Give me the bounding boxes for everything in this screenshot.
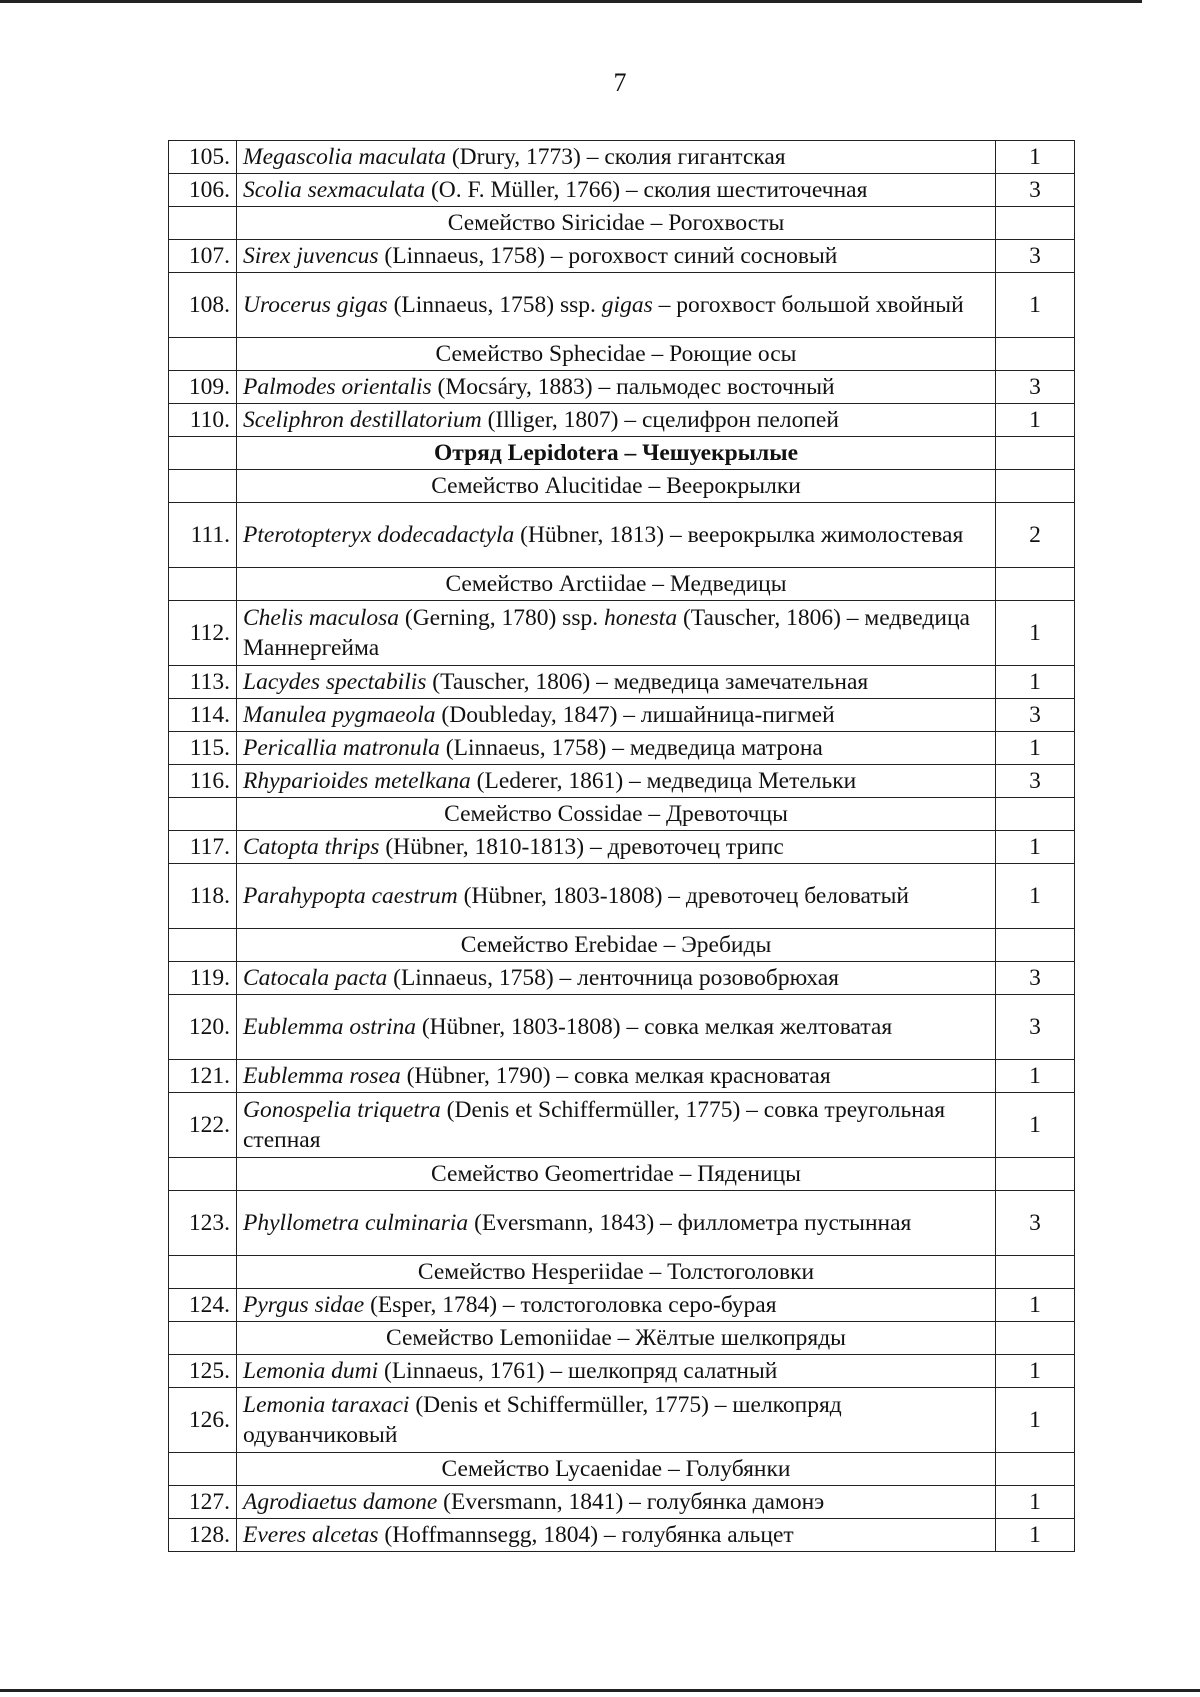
row-number: 106.	[169, 174, 237, 207]
author-common-name: (Hübner, 1790) – совка мелкая красноватая	[400, 1063, 831, 1089]
species-row	[169, 765, 1075, 798]
family-heading: Семейство Lycaenidae – Голубянки	[237, 1453, 996, 1486]
row-number: 114.	[169, 699, 237, 732]
category-value: 3	[996, 1191, 1075, 1256]
author-common-name: (Drury, 1773) – сколия гигантская	[445, 144, 786, 170]
family-heading: Семейство Lemoniidae – Жёлтые шелкопряды	[237, 1322, 996, 1355]
category-value: 1	[996, 1388, 1075, 1453]
species-name	[237, 765, 996, 798]
latin-name: Sceliphron destillatorium	[243, 407, 482, 433]
author-common-name: (Hoffmannsegg, 1804) – голубянка альцет	[378, 1522, 794, 1548]
row-number: 120.	[169, 995, 237, 1060]
family-heading: Семейство Hesperiidae – Толстоголовки	[237, 1256, 996, 1289]
latin-name: Everes alcetas	[243, 1522, 379, 1548]
family-row	[169, 1322, 1075, 1355]
author-common-name: (Hübner, 1813) – веерокрылка жимолостевая	[514, 522, 964, 548]
category-value: 1	[996, 666, 1075, 699]
row-number: 123.	[169, 1191, 237, 1256]
common-name: (Tauscher, 1806) – медведица Маннергейма	[243, 605, 970, 661]
category-value: 3	[996, 995, 1075, 1060]
row-number: 121.	[169, 1060, 237, 1093]
species-row	[169, 831, 1075, 864]
category-value: 1	[996, 1060, 1075, 1093]
family-heading: Семейство Erebidae – Эребиды	[237, 929, 996, 962]
latin-name: Eublemma ostrina	[243, 1014, 416, 1040]
top-border-line	[0, 0, 1142, 3]
category-value: 1	[996, 732, 1075, 765]
author-common-name: (Eversmann, 1843) – филлометра пустынная	[468, 1210, 912, 1236]
category-value: 1	[996, 1519, 1075, 1552]
species-row	[169, 1093, 1075, 1158]
species-name	[237, 273, 996, 338]
family-heading: Семейство Alucitidae – Веерокрылки	[237, 470, 996, 503]
category-value: 1	[996, 1355, 1075, 1388]
species-name	[237, 240, 996, 273]
latin-name: Lacydes spectabilis	[243, 669, 427, 695]
family-heading: Семейство Cossidae – Древоточцы	[237, 798, 996, 831]
latin-name: Pyrgus sidae	[243, 1292, 365, 1318]
latin-name: Lemonia taraxaci	[243, 1392, 410, 1418]
species-table	[168, 140, 1075, 1552]
latin-name: Manulea pygmaeola	[243, 702, 436, 728]
species-row	[169, 1191, 1075, 1256]
species-name	[237, 1355, 996, 1388]
species-row	[169, 1388, 1075, 1453]
species-name	[237, 371, 996, 404]
latin-name: Parahypopta caestrum	[243, 883, 458, 909]
row-number: 108.	[169, 273, 237, 338]
author-common-name: (Linnaeus, 1758) ssp.	[387, 292, 602, 318]
row-number: 117.	[169, 831, 237, 864]
species-row	[169, 371, 1075, 404]
category-value: 1	[996, 864, 1075, 929]
row-number: 122.	[169, 1093, 237, 1158]
category-value: 1	[996, 1093, 1075, 1158]
species-row	[169, 601, 1075, 666]
species-name	[237, 962, 996, 995]
order-row	[169, 437, 1075, 470]
author-common-name: (Esper, 1784) – толстоголовка серо-бурая	[364, 1292, 777, 1318]
author-common-name: (Denis et Schiffermüller, 1775) – совка треугольная степная	[243, 1097, 946, 1153]
latin-name: Urocerus gigas	[243, 292, 388, 318]
category-value: 1	[996, 1289, 1075, 1322]
author-common-name: (Denis et Schiffermüller, 1775) – шелкопряд одуванчиковый	[243, 1392, 842, 1448]
author-common-name: (Eversmann, 1841) – голубянка дамонэ	[437, 1489, 825, 1515]
author-common-name: (Tauscher, 1806) – медведица замечательная	[426, 669, 869, 695]
author-common-name: (Linnaeus, 1758) – медведица матрона	[439, 735, 823, 761]
species-row	[169, 404, 1075, 437]
species-row	[169, 995, 1075, 1060]
page-number: 7	[613, 68, 627, 97]
species-row	[169, 1519, 1075, 1552]
category-value: 1	[996, 1486, 1075, 1519]
author-common-name: (Illiger, 1807) – сцелифрон пелопей	[481, 407, 839, 433]
species-name	[237, 503, 996, 568]
species-row	[169, 1060, 1075, 1093]
species-row	[169, 240, 1075, 273]
row-number: 110.	[169, 404, 237, 437]
species-row	[169, 1355, 1075, 1388]
species-name	[237, 699, 996, 732]
row-number: 127.	[169, 1486, 237, 1519]
latin-name: Agrodiaetus damone	[243, 1489, 438, 1515]
latin-name: Pterotopteryx dodecadactyla	[243, 522, 515, 548]
species-name	[237, 666, 996, 699]
family-row	[169, 798, 1075, 831]
category-value: 1	[996, 601, 1075, 666]
category-value: 3	[996, 765, 1075, 798]
species-row	[169, 666, 1075, 699]
latin-name: Phyllometra culminaria	[243, 1210, 469, 1236]
family-row	[169, 1453, 1075, 1486]
row-number: 124.	[169, 1289, 237, 1322]
family-heading: Семейство Siricidae – Рогохвосты	[237, 207, 996, 240]
subspecies-name: gigas	[601, 292, 653, 318]
author-common-name: (Doubleday, 1847) – лишайница-пигмей	[435, 702, 835, 728]
species-name	[237, 995, 996, 1060]
species-name	[237, 1191, 996, 1256]
subspecies-name: honesta	[603, 605, 678, 631]
species-name	[237, 1486, 996, 1519]
row-number: 113.	[169, 666, 237, 699]
author-common-name: (Hübner, 1803-1808) – совка мелкая желтоватая	[415, 1014, 893, 1040]
species-row	[169, 962, 1075, 995]
family-row	[169, 470, 1075, 503]
species-name	[237, 1060, 996, 1093]
latin-name: Gonospelia triquetra	[243, 1097, 441, 1123]
latin-name: Eublemma rosea	[243, 1063, 401, 1089]
species-name	[237, 864, 996, 929]
category-value: 3	[996, 371, 1075, 404]
latin-name: Chelis maculosa	[243, 605, 400, 631]
family-row	[169, 207, 1075, 240]
author-common-name: (Linnaeus, 1761) – шелкопряд салатный	[378, 1358, 778, 1384]
species-name	[237, 404, 996, 437]
family-heading: Семейство Geomertridae – Пяденицы	[237, 1158, 996, 1191]
latin-name: Rhyparioides metelkana	[243, 768, 471, 794]
family-row	[169, 1158, 1075, 1191]
species-name	[237, 141, 996, 174]
row-number: 128.	[169, 1519, 237, 1552]
species-row	[169, 1486, 1075, 1519]
species-name	[237, 1388, 996, 1453]
category-value: 2	[996, 503, 1075, 568]
category-value: 3	[996, 962, 1075, 995]
species-row	[169, 141, 1075, 174]
species-name	[237, 732, 996, 765]
author-common-name: (Lederer, 1861) – медведица Метельки	[470, 768, 857, 794]
author-common-name: (Linnaeus, 1758) – рогохвост синий сосновый	[378, 243, 838, 269]
author-common-name: (Mocsáry, 1883) – пальмодес восточный	[431, 374, 835, 400]
family-row	[169, 338, 1075, 371]
category-value: 3	[996, 699, 1075, 732]
author-common-name: (Hübner, 1803-1808) – древоточец беловатый	[457, 883, 910, 909]
species-name	[237, 1519, 996, 1552]
author-common-name: (Hübner, 1810-1813) – древоточец трипс	[379, 834, 784, 860]
common-name: – рогохвост большой хвойный	[652, 292, 964, 318]
row-number: 111.	[169, 503, 237, 568]
species-row	[169, 273, 1075, 338]
latin-name: Pericallia matronula	[243, 735, 440, 761]
author-common-name: (Linnaeus, 1758) – ленточница розовобрюхая	[387, 965, 839, 991]
author-common-name: (Gerning, 1780) ssp.	[399, 605, 604, 631]
species-row	[169, 699, 1075, 732]
order-heading: Отряд Lepidotera – Чешуекрылые	[237, 437, 996, 470]
latin-name: Catopta thrips	[243, 834, 380, 860]
latin-name: Palmodes orientalis	[243, 374, 432, 400]
species-name	[237, 1289, 996, 1322]
category-value: 1	[996, 141, 1075, 174]
author-common-name: (O. F. Müller, 1766) – сколия шеститочечная	[425, 177, 868, 203]
row-number: 105.	[169, 141, 237, 174]
species-name	[237, 1093, 996, 1158]
family-row	[169, 568, 1075, 601]
latin-name: Megascolia maculata	[243, 144, 446, 170]
row-number: 112.	[169, 601, 237, 666]
row-number: 116.	[169, 765, 237, 798]
family-heading: Семейство Arctiidae – Медведицы	[237, 568, 996, 601]
row-number: 125.	[169, 1355, 237, 1388]
row-number: 119.	[169, 962, 237, 995]
category-value: 1	[996, 273, 1075, 338]
family-row	[169, 1256, 1075, 1289]
species-name	[237, 174, 996, 207]
row-number: 115.	[169, 732, 237, 765]
category-value: 1	[996, 831, 1075, 864]
species-row	[169, 864, 1075, 929]
row-number: 118.	[169, 864, 237, 929]
species-name	[237, 601, 996, 666]
latin-name: Lemonia dumi	[243, 1358, 379, 1384]
species-row	[169, 1289, 1075, 1322]
row-number: 126.	[169, 1388, 237, 1453]
latin-name: Sirex juvencus	[243, 243, 379, 269]
row-number: 107.	[169, 240, 237, 273]
species-row	[169, 503, 1075, 568]
category-value: 3	[996, 240, 1075, 273]
family-row	[169, 929, 1075, 962]
latin-name: Scolia sexmaculata	[243, 177, 426, 203]
category-value: 1	[996, 404, 1075, 437]
bottom-border-line	[0, 1689, 1200, 1692]
category-value: 3	[996, 174, 1075, 207]
latin-name: Catocala pacta	[243, 965, 388, 991]
row-number: 109.	[169, 371, 237, 404]
species-row	[169, 174, 1075, 207]
species-name	[237, 831, 996, 864]
species-row	[169, 732, 1075, 765]
family-heading: Семейство Sphecidae – Роющие осы	[237, 338, 996, 371]
